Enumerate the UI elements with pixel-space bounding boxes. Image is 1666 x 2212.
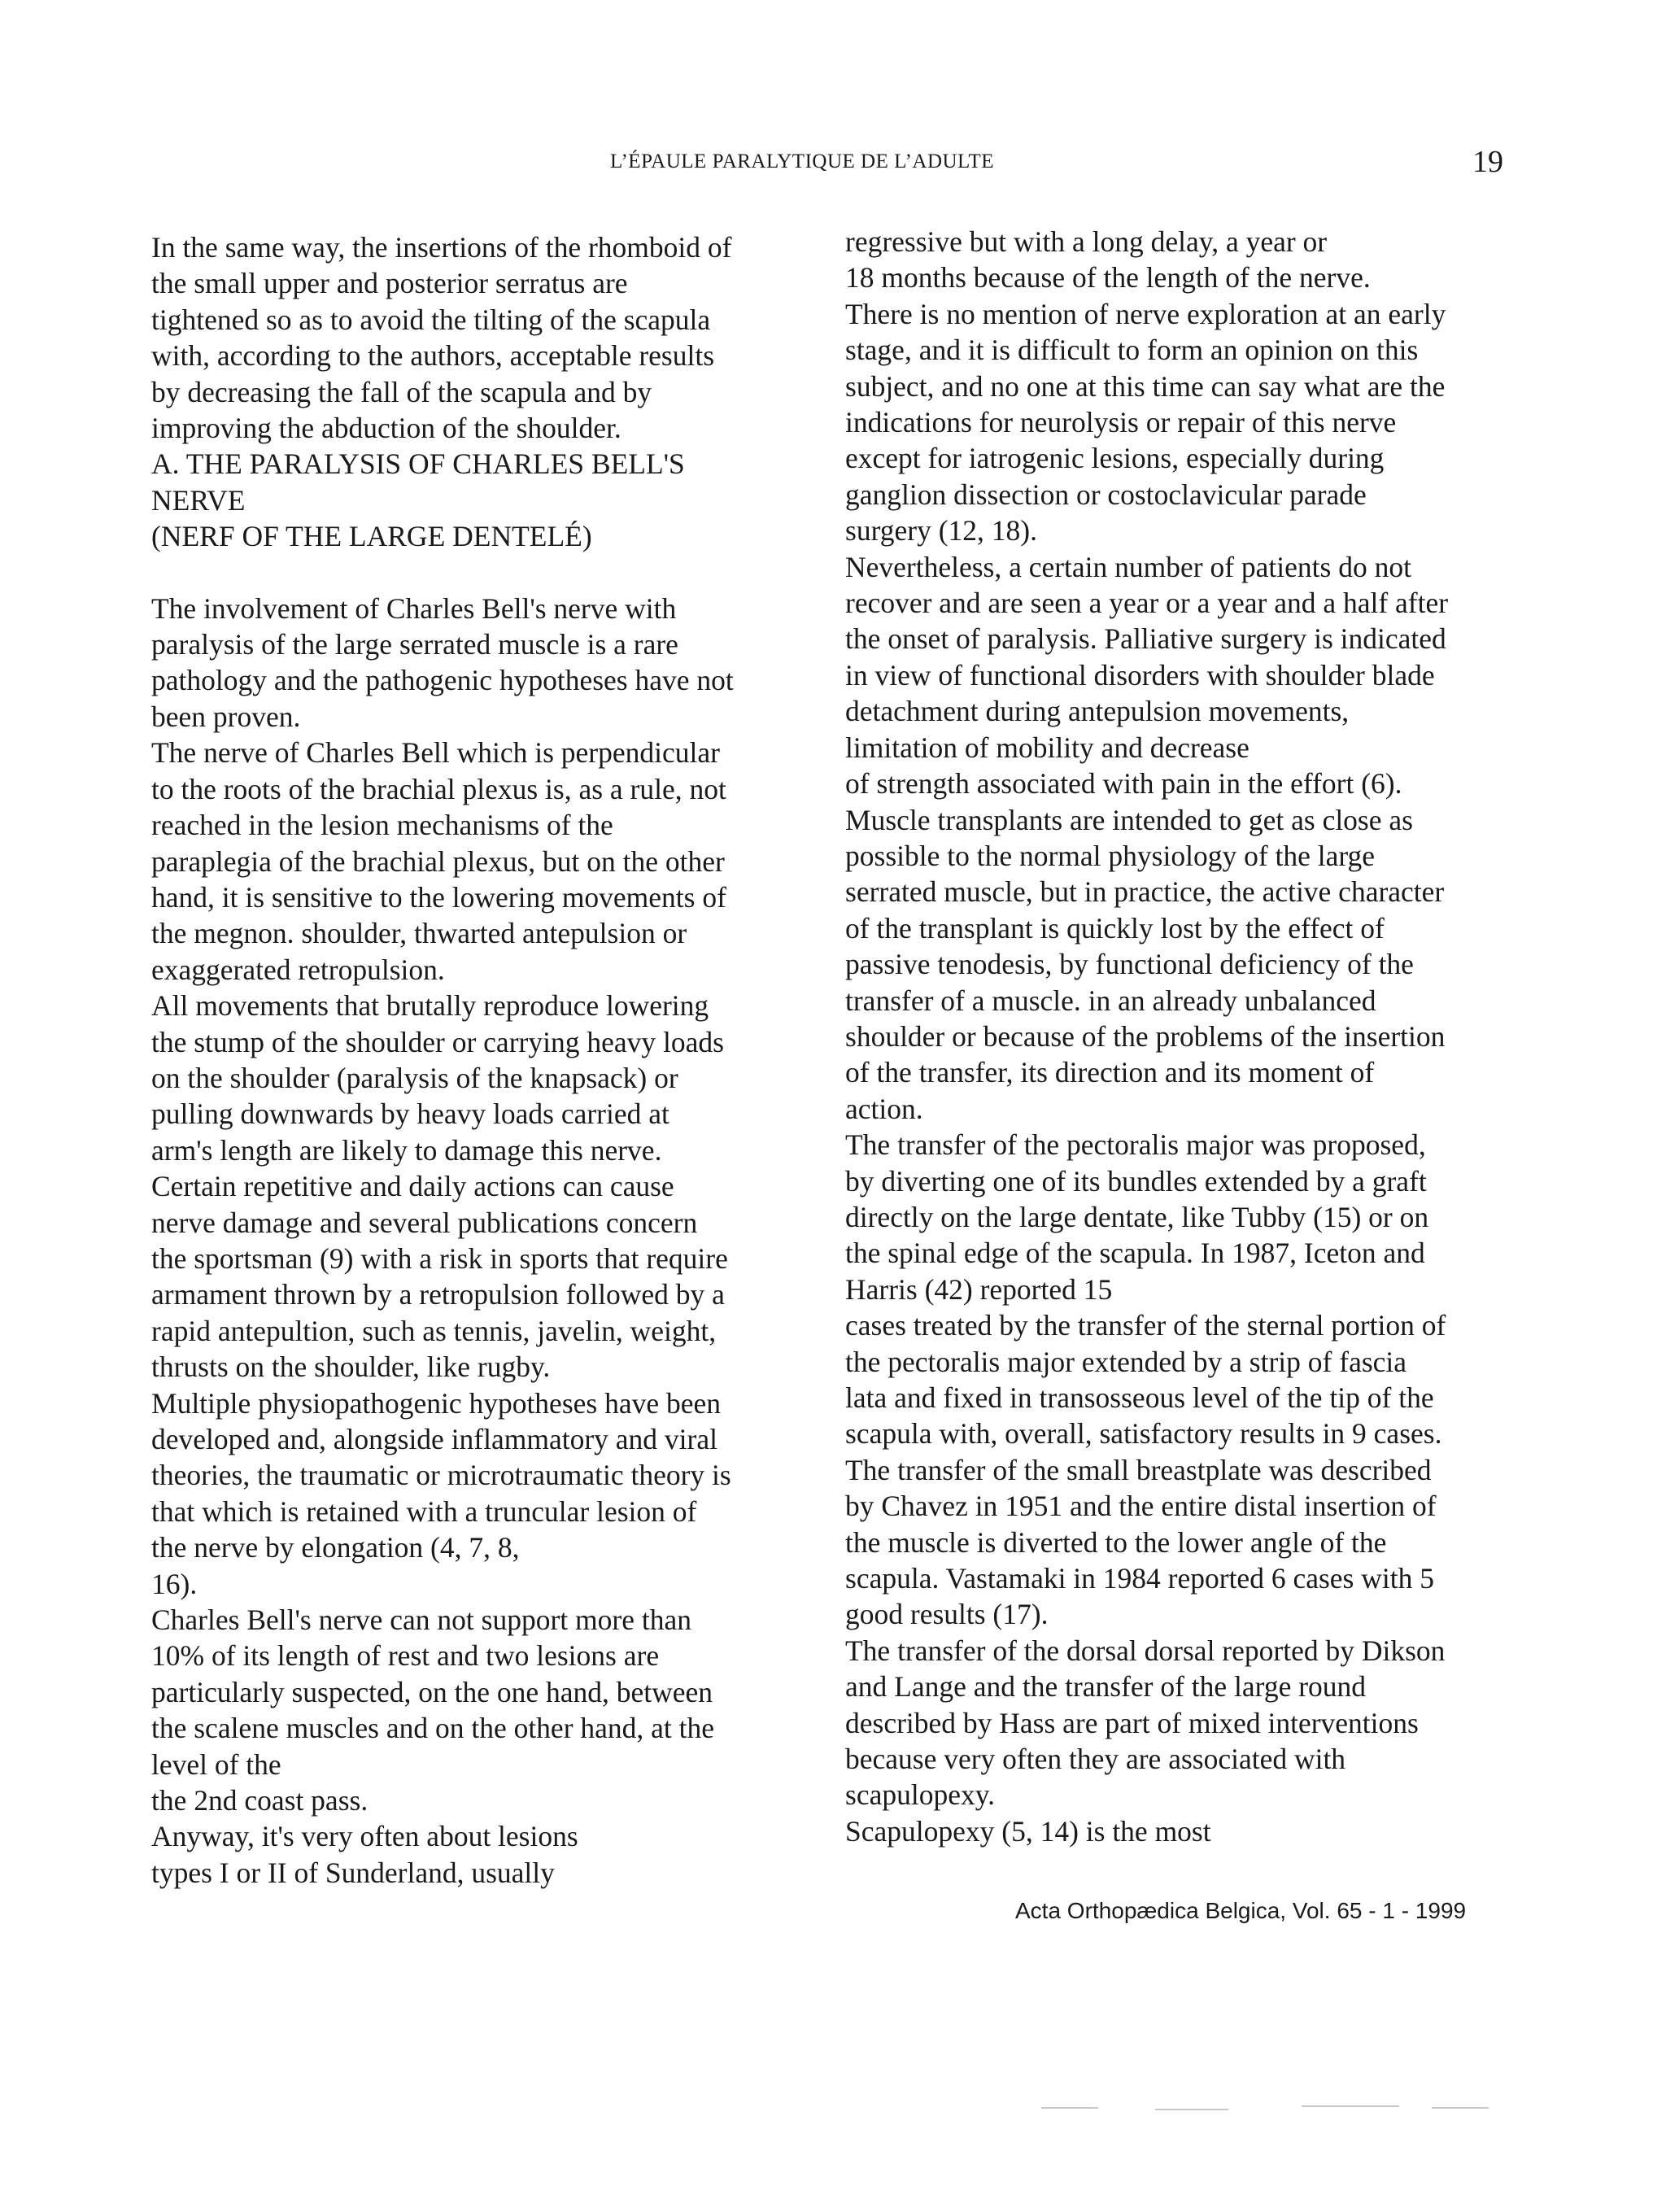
text-line: Anyway, it's very often about lesions	[151, 1820, 578, 1853]
text-line: particularly suspected, on the one hand, between	[151, 1675, 713, 1708]
text-line: Multiple physiopathogenic hypotheses have been	[151, 1386, 721, 1420]
text-line: Nevertheless, a certain number of patients do not	[845, 550, 1411, 583]
text-line: A. THE PARALYSIS OF CHARLES BELL'S	[151, 447, 685, 481]
text-line: indications for neurolysis or repair of this nerve	[845, 406, 1397, 439]
text-line: The nerve of Charles Bell which is perpendicular	[151, 736, 720, 770]
text-line: recover and are seen a year or a year and a half after	[845, 587, 1449, 620]
text-line: to the roots of the brachial plexus is, as a rule, not	[151, 772, 726, 805]
scan-noise	[1302, 2105, 1399, 2107]
text-line: cases treated by the transfer of the sternal portion of	[845, 1309, 1446, 1342]
page-number: 19	[1472, 145, 1503, 179]
text-line: Scapulopexy (5, 14) is the most	[845, 1814, 1211, 1848]
text-line: limitation of mobility and decrease	[845, 731, 1250, 764]
scan-noise	[1041, 2107, 1098, 2109]
text-line: surgery (12, 18).	[845, 514, 1037, 548]
text-line: with, according to the authors, acceptable results	[151, 339, 715, 373]
text-line: types I or II of Sunderland, usually	[151, 1856, 555, 1889]
text-line: 18 months because of the length of the nerve.	[845, 261, 1371, 294]
text-line: reached in the lesion mechanisms of the	[151, 809, 613, 842]
text-line: action.	[845, 1092, 923, 1125]
text-line: The transfer of the small breastplate was described	[845, 1453, 1432, 1486]
text-line: the spinal edge of the scapula. In 1987, Iceton and	[845, 1237, 1425, 1270]
text-line: detachment during antepulsion movements,	[845, 695, 1350, 728]
text-line: and Lange and the transfer of the large round	[845, 1670, 1367, 1704]
text-line: the nerve by elongation (4, 7, 8,	[151, 1531, 520, 1564]
text-line: theories, the traumatic or microtraumatic theory is	[151, 1459, 731, 1492]
text-line: possible to the normal physiology of the large	[845, 839, 1376, 872]
text-line: (NERF OF THE LARGE DENTELÉ)	[151, 520, 592, 553]
text-line: on the shoulder (paralysis of the knapsack) or	[151, 1061, 678, 1094]
scan-noise	[1155, 2109, 1228, 2110]
text-line: exaggerated retropulsion.	[151, 953, 445, 986]
text-line: pathology and the pathogenic hypotheses have not	[151, 664, 734, 697]
text-line: by Chavez in 1951 and the entire distal insertion of	[845, 1490, 1437, 1523]
text-line: stage, and it is difficult to form an opinion on this	[845, 334, 1419, 367]
text-line: armament thrown by a retropulsion followed by a	[151, 1278, 725, 1311]
text-line: because very often they are associated with	[845, 1743, 1346, 1776]
text-line: All movements that brutally reproduce lowering	[151, 989, 709, 1023]
text-line: scapula. Vastamaki in 1984 reported 6 cases with 5	[845, 1562, 1434, 1595]
text-line: by diverting one of its bundles extended by a graft	[845, 1164, 1427, 1198]
text-line: pulling downwards by heavy loads carried at	[151, 1097, 669, 1131]
text-line: good results (17).	[845, 1598, 1049, 1631]
running-title: L’ÉPAULE PARALYTIQUE DE L’ADULTE	[610, 151, 995, 172]
text-line: Charles Bell's nerve can not support more than	[151, 1603, 691, 1637]
text-line: of the transplant is quickly lost by the effect of	[845, 911, 1385, 945]
text-line: arm's length are likely to damage this nerve.	[151, 1133, 662, 1167]
text-line: The involvement of Charles Bell's nerve with	[151, 591, 677, 625]
text-line: rapid antepultion, such as tennis, javelin, weight,	[151, 1314, 717, 1347]
text-line: The transfer of the pectoralis major was proposed,	[845, 1128, 1426, 1162]
text-line: shoulder or because of the problems of the insertion	[845, 1019, 1446, 1053]
text-line: thrusts on the shoulder, like rugby.	[151, 1350, 551, 1384]
text-line: the 2nd coast pass.	[151, 1784, 369, 1817]
text-line: the stump of the shoulder or carrying heavy loads	[151, 1025, 724, 1058]
text-line: lata and fixed in transosseous level of the tip of the	[845, 1381, 1434, 1414]
text-line: the scalene muscles and on the other hand, at the	[151, 1712, 715, 1745]
text-line: paralysis of the large serrated muscle is a rare	[151, 628, 678, 661]
text-line: by decreasing the fall of the scapula and by	[151, 375, 652, 408]
text-line	[151, 555, 814, 591]
text-line: 10% of its length of rest and two lesions are	[151, 1639, 660, 1673]
text-line: transfer of a muscle. in an already unbalanced	[845, 984, 1376, 1017]
text-line: described by Hass are part of mixed interventions	[845, 1706, 1419, 1739]
text-line: developed and, alongside inflammatory and viral	[151, 1423, 717, 1455]
text-line: the onset of paralysis. Palliative surgery is indicated	[845, 622, 1446, 656]
text-line: except for iatrogenic lesions, especially during	[845, 442, 1385, 475]
text-line: tightened so as to avoid the tilting of the scapula	[151, 303, 711, 336]
journal-citation: Acta Orthopædica Belgica, Vol. 65 - 1 - 1999	[1015, 1898, 1467, 1923]
text-line: the pectoralis major extended by a strip of fascia	[845, 1345, 1407, 1378]
text-line: been proven.	[151, 700, 301, 733]
text-line: regressive but with a long delay, a year or	[845, 225, 1328, 258]
text-line: that which is retained with a truncular lesion of	[151, 1494, 697, 1528]
text-line: Muscle transplants are intended to get as close as	[845, 803, 1413, 836]
left-column	[151, 229, 814, 1891]
text-line: directly on the large dentate, like Tubby (15) or on	[845, 1200, 1429, 1233]
text-line: the muscle is diverted to the lower angle of the	[845, 1525, 1387, 1559]
text-line: of the transfer, its direction and its moment of	[845, 1056, 1375, 1089]
text-line: the sportsman (9) with a risk in sports that require	[151, 1241, 728, 1275]
text-line: The transfer of the dorsal dorsal reported by Dikson	[845, 1634, 1446, 1667]
text-line: the small upper and posterior serratus are	[151, 267, 628, 300]
text-line: subject, and no one at this time can say what are the	[845, 369, 1446, 403]
running-header	[0, 145, 1513, 190]
text-line: of strength associated with pain in the effort (6).	[845, 767, 1402, 801]
text-line: Certain repetitive and daily actions can cause	[151, 1170, 674, 1203]
text-line: in view of functional disorders with shoulder blade	[845, 658, 1435, 692]
text-line: ganglion dissection or costoclavicular parade	[845, 478, 1367, 511]
text-line: There is no mention of nerve exploration at an early	[845, 297, 1446, 330]
text-line: passive tenodesis, by functional deficiency of the	[845, 948, 1414, 981]
text-line: paraplegia of the brachial plexus, but on the other	[151, 844, 725, 878]
text-line: scapulopexy.	[845, 1778, 996, 1812]
text-line: improving the abduction of the shoulder.	[151, 412, 621, 445]
right-column	[845, 224, 1527, 1849]
text-line: Harris (42) reported 15	[845, 1272, 1113, 1306]
text-line: serrated muscle, but in practice, the active character	[845, 875, 1445, 909]
text-line: NERVE	[151, 483, 246, 517]
text-line: nerve damage and several publications concern	[151, 1206, 698, 1239]
text-line: the megnon. shoulder, thwarted antepulsion or	[151, 917, 687, 950]
scan-noise	[1432, 2107, 1489, 2109]
text-line: In the same way, the insertions of the rhomboid of	[151, 231, 732, 264]
text-line: level of the	[151, 1747, 281, 1781]
text-line: hand, it is sensitive to the lowering movements of	[151, 880, 726, 914]
text-line: scapula with, overall, satisfactory results in 9 cases.	[845, 1417, 1442, 1451]
text-line: 16).	[151, 1567, 198, 1600]
